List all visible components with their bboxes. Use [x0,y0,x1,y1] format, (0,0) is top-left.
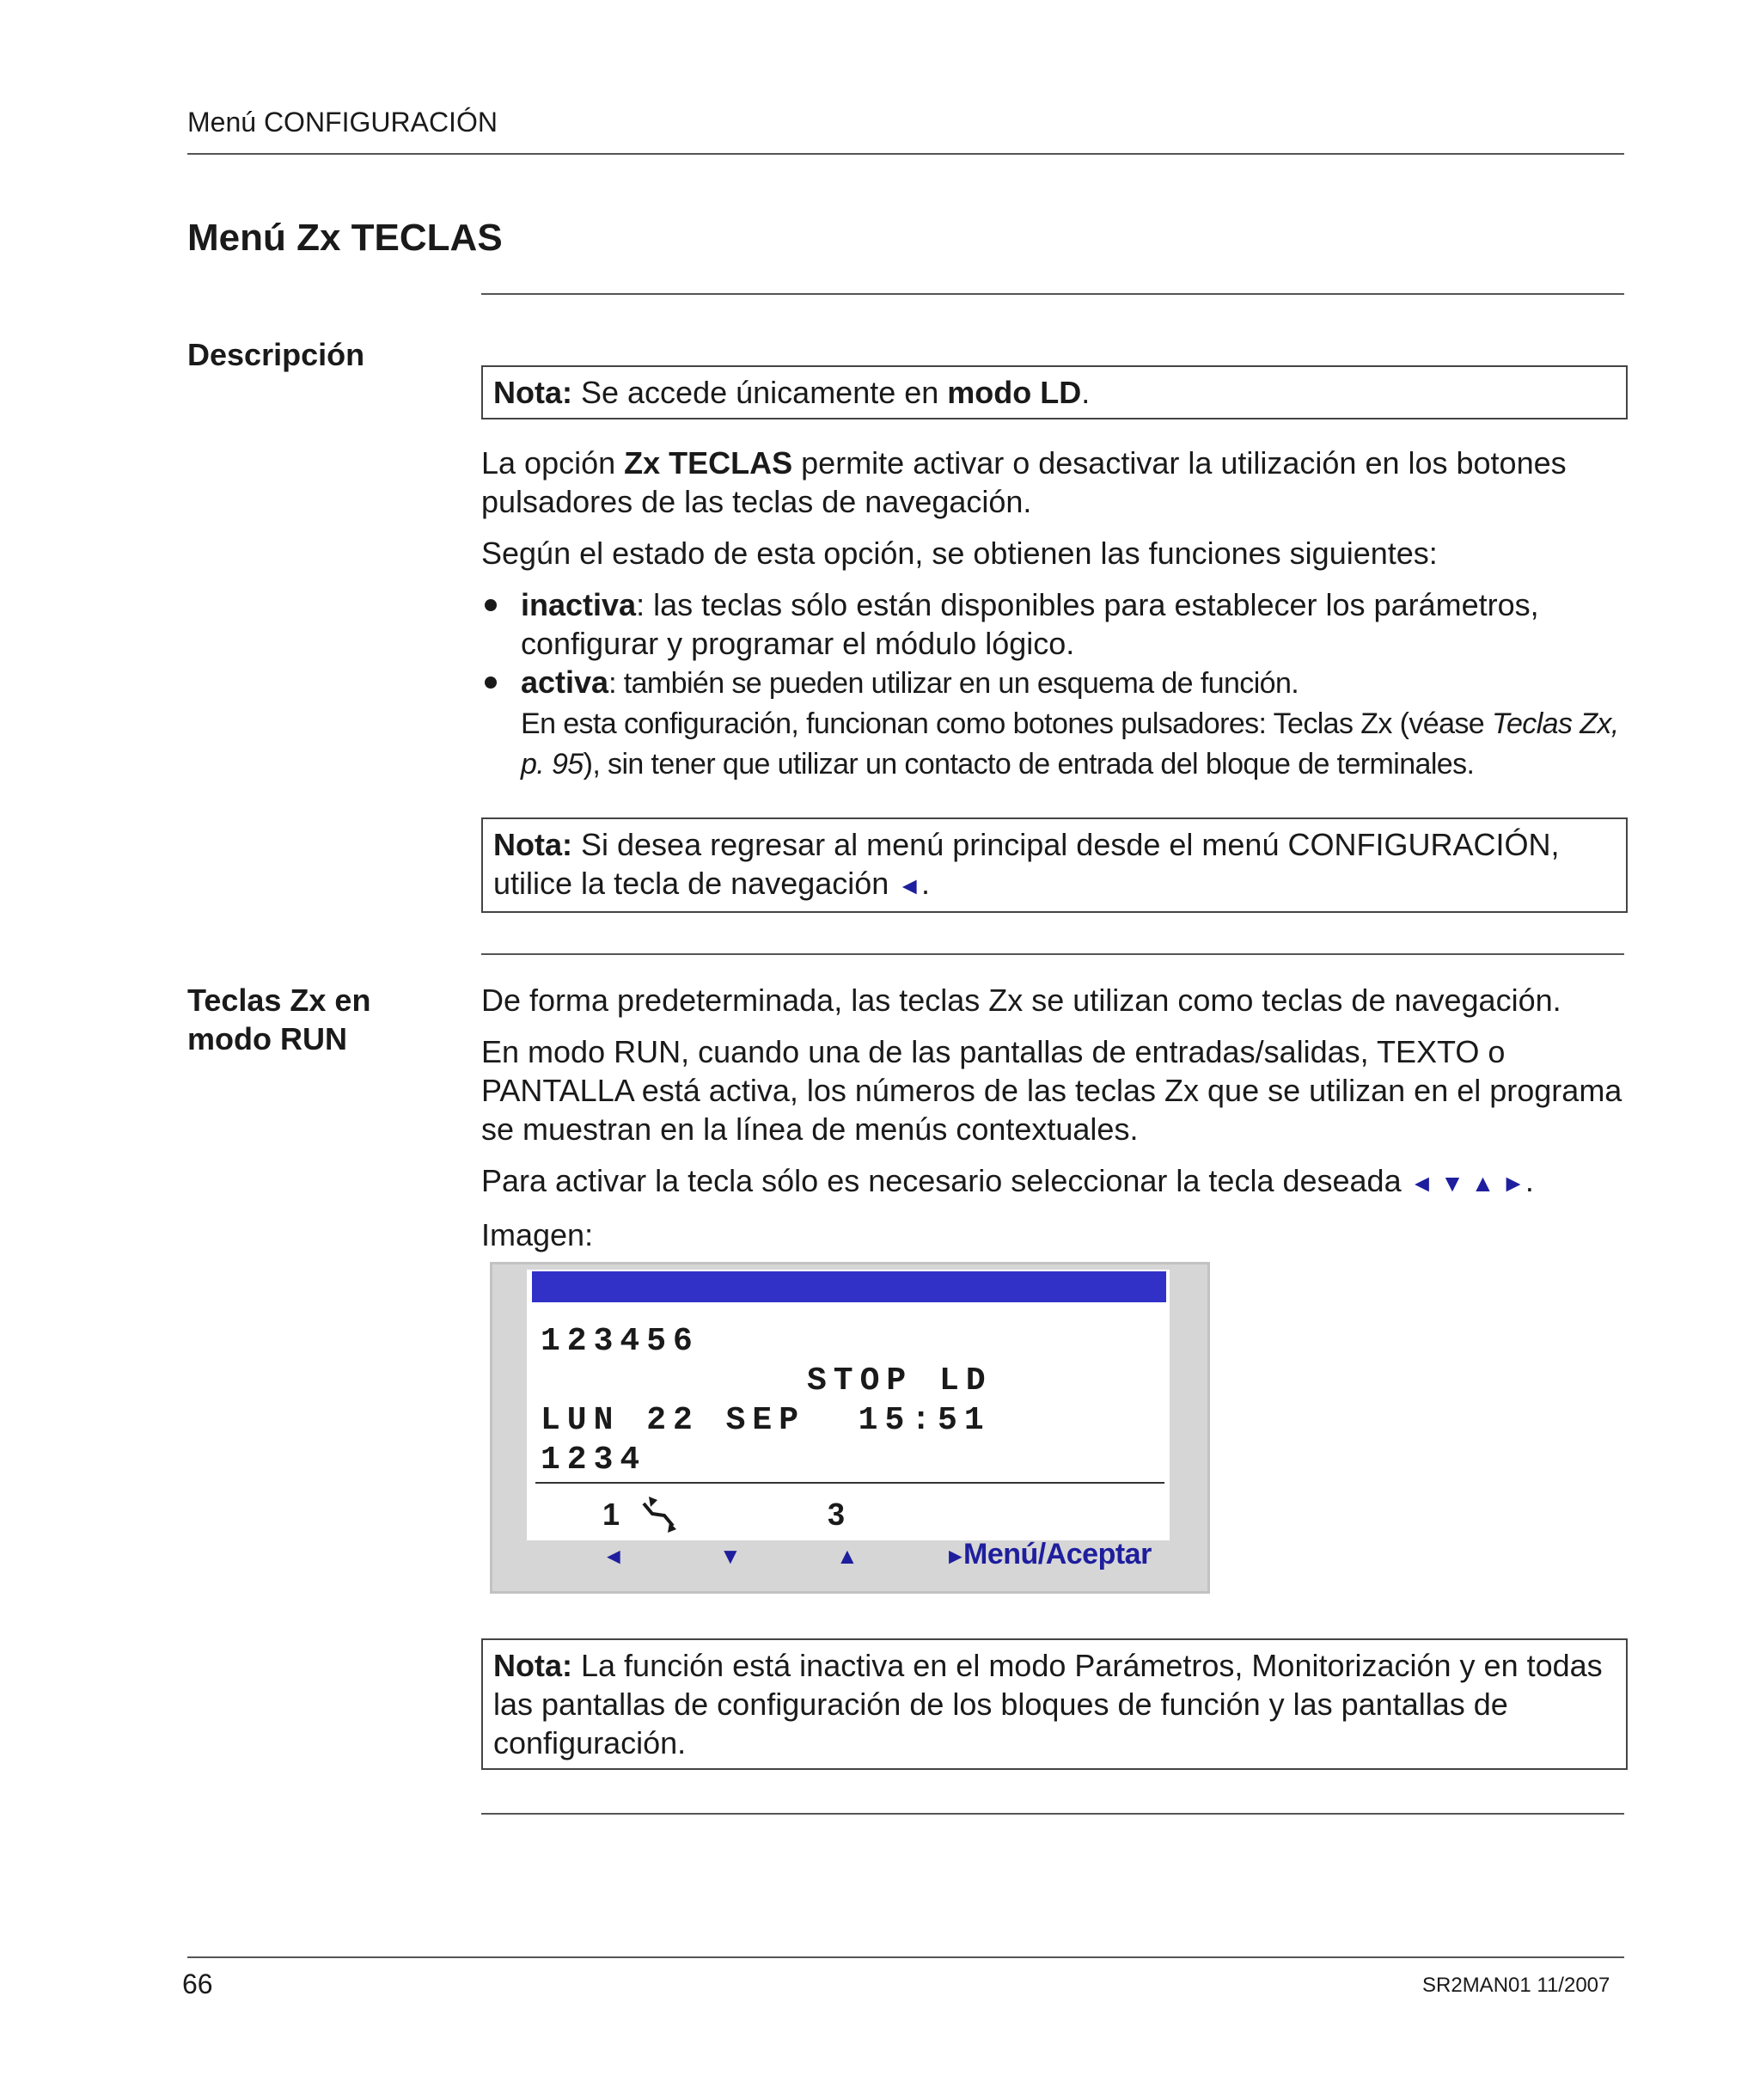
note-text: Se accede únicamente en [572,375,948,410]
para-text: La opción [481,445,625,481]
list-item [481,585,1624,663]
note-text: La función está inactiva en el modo Parámetros, Monitorización y en todas las pantallas de configuración de los bloques de función y las pantallas de configuración. [493,1648,1603,1760]
note-prefix: Nota: [493,375,572,410]
cross-reference-link[interactable]: Teclas Zx, p. 95 [521,707,1619,781]
navigation-arrows-icon: ◄ ▼ ▲ ► [1409,1170,1525,1197]
nav-down-icon[interactable]: ▼ [719,1543,742,1569]
para-text: permite activar o desactivar la utilización en los botones pulsadores de las teclas de navegación. [481,445,1567,519]
run-para-2: En modo RUN, cuando una de las pantallas de entradas/salidas, TEXTO o PANTALLA está activa, los números de las teclas Zx que se utilizan en el programa se muestran en la línea de menús contextuales. [481,1034,1622,1147]
note-inactive [481,1638,1628,1770]
list-subtext: En esta configuración, funcionan como botones pulsadores: Teclas Zx (véase [521,707,1492,740]
descripcion-body [481,444,1624,784]
run-para-1: De forma predeterminada, las teclas Zx se utilizan como teclas de navegación. [481,983,1561,1018]
nav-right-icon[interactable]: ► [944,1543,967,1569]
lcd-display-image [490,1262,1210,1594]
list-subtext: ), sin tener que utilizar un contacto de entrada del bloque de terminales. [583,748,1475,781]
list-item [481,663,1624,784]
note-prefix: Nota: [493,1648,572,1683]
lcd-line-date: LUN 22 SEP 15:51 [541,1402,991,1439]
note-modo-ld [481,365,1628,419]
document-reference: SR2MAN01 11/2007 [1422,1974,1610,1997]
lcd-key-3[interactable]: 3 [828,1497,846,1532]
note-end: . [921,866,931,901]
list-term: inactiva [521,587,637,622]
left-arrow-icon: ◄ [897,872,922,899]
lcd-line-inputs: 123456 [541,1323,700,1360]
para-bold: Zx TECLAS [624,445,793,481]
lcd-line-status: STOP LD [807,1362,993,1399]
list-term: activa [521,664,609,700]
lcd-key-1[interactable]: 1 [602,1497,620,1532]
lcd-screen [527,1270,1170,1540]
note-bold: modo LD [947,375,1082,410]
descripcion-label: Descripción [187,337,365,372]
nav-left-icon[interactable]: ◄ [602,1543,625,1569]
run-label-line: Teclas Zx en [187,983,371,1018]
section-rule [481,293,1624,295]
push-button-icon [639,1497,676,1536]
nav-up-icon[interactable]: ▲ [836,1543,859,1569]
section-rule [481,1813,1624,1815]
note-text: Si desea regresar al menú principal desde el menú CONFIGURACIÓN, utilice la tecla de navegación [493,827,1560,901]
run-body [481,981,1624,1267]
run-para-3 [481,1161,1624,1203]
image-label: Imagen: [481,1217,594,1252]
function-list [481,585,1624,784]
lcd-line-outputs: 1234 [541,1442,647,1479]
lcd-separator [535,1482,1164,1484]
run-label-line: modo RUN [187,1021,347,1056]
para-text: Para activar la tecla sólo es necesario seleccionar la tecla deseada [481,1163,1410,1198]
section-rule [481,953,1624,955]
list-text: : también se pueden utilizar en un esquema de función. [608,667,1299,700]
running-header: Menú CONFIGURACIÓN [187,107,498,138]
descripcion-para-1 [481,444,1624,521]
note-navigation [481,817,1628,913]
note-end: . [1081,375,1091,410]
note-prefix: Nota: [493,827,572,862]
lcd-title-band [532,1271,1166,1302]
header-rule [187,153,1624,155]
para-end: . [1525,1163,1534,1198]
list-text: : las teclas sólo están disponibles para establecer los parámetros, configurar y programar el módulo lógico. [521,587,1539,661]
footer-rule [187,1956,1624,1958]
section-title: Menú Zx TECLAS [187,217,503,259]
page-number: 66 [182,1968,213,1999]
descripcion-para-2: Según el estado de esta opción, se obtienen las funciones siguientes: [481,536,1438,571]
menu-accept-label[interactable]: Menú/Aceptar [963,1538,1152,1570]
run-label [187,981,370,1058]
